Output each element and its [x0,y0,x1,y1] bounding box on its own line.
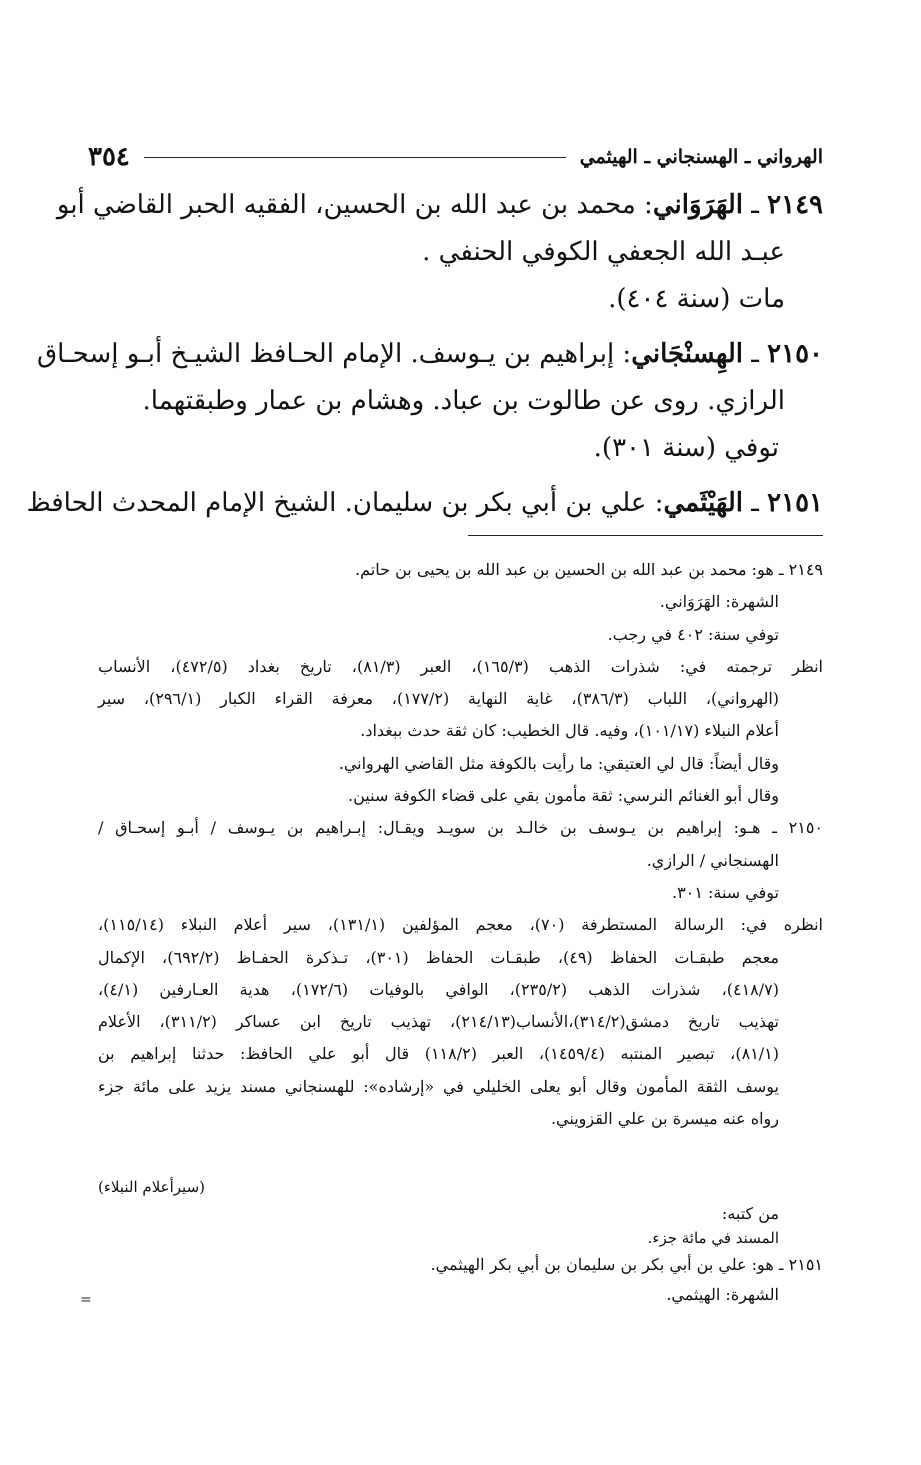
entry-2150-line-2: الرازي. روى عن طالوت بن عباد. وهشام بن عمار وطبقتهما. [142,386,785,416]
footnote-2150-line: يوسف الثقة المأمون وقال أبو يعلى الخليلي في «إرشاده»: للهسنجاني مسند يزيد على مائة جزء [98,1076,779,1096]
running-title: الهرواني ـ الهسنجاني ـ الهيثمي [579,146,823,168]
footnote-2150-line: انظره في: الرسالة المستطرفة (٧٠)، معجم المؤلفين (١٣١/١)، سير أعلام النبلاء (١١٥/١٤)، [98,915,824,935]
entry-number: ٢١٥٠ [767,339,823,369]
entry-nisba: الهَرَوَاني [652,190,743,220]
entry-2149-line-1: ٢١٤٩ ـ الهَرَوَاني: محمد بن عبد الله بن الحسين، الفقيه الحبر القاضي أبو [56,190,823,220]
footnote-2150-line: معجم طبقـات الحفاظ (٤٩)، طبقـات الحفاظ (٣٠١)، تـذكرة الحفـاظ (٦٩٢/٢)، الإكمال [98,947,779,967]
footnote-2151-line: ٢١٥١ ـ هو: علي بن أبي بكر بن سليمان بن أبي بكر الهيثمي. [430,1255,823,1274]
footnote-2150-line: تهذيب تاريخ دمشق(٣١٤/٢)،الأنساب(٢١٤/١٣)، تهذيب تاريخ ابن عساكر (٣١١/٢)، الأعلام [98,1012,780,1032]
entry-2149-line-3: مات (سنة ٤٠٤). [608,284,785,314]
footnote-2149-line: توفي سنة: ٤٠٢ في رجب. [607,624,779,644]
footnotes [98,554,823,1135]
entry-number: ٢١٥١ [767,488,823,518]
entry-nisba: الهِسنْجَاني [631,339,743,369]
header-rule [144,157,566,158]
main-text [26,182,823,527]
footnote-2150-line: الهسنجاني / الرازي. [646,850,779,870]
footnote-2149-line: أعلام النبلاء (١٠١/١٧)، وفيه. قال الخطيب: كان ثقة حدث ببغداد. [360,721,779,741]
page-header [88,140,823,174]
footnote-2149-line: الشهرة: الهَرَوَاني. [659,592,779,612]
footnote-2150-line: ٢١٥٠ ـ هـو: إبراهيم بن يـوسف بن خالـد بن سويـد ويقـال: إبـراهيم بن يـوسف / أبـو إسحـاق / [98,818,823,838]
entry-text: : إبراهيم بن يـوسف. الإمام الحـافظ الشيـخ أبـو إسحـاق [36,339,632,369]
page-number: ٣٥٤ [88,142,130,172]
footnote-2150-line: (٤١٨/٧)، شذرات الذهب (٢٣٥/٢)، الوافي بالوفيات (١٧٢/٦)، هدية العـارفين (٤/١)، [98,979,779,999]
footnote-2149-line: وقال أيضاً: قال لي العتيقي: ما رأيت بالكوفة مثل القاضي الهرواني. [338,753,779,773]
entry-2149-line-2: عبـد الله الجعفي الكوفي الحنفي . [422,237,785,267]
footnote-2149-line: ٢١٤٩ ـ هو: محمد بن عبد الله بن الحسين بن عبد الله بن يحيى بن حاتم. [355,560,823,579]
footnotes-lower [98,1192,823,1310]
entry-2150-line-3: توفي (سنة ٣٠١). [593,433,779,463]
footnote-2149-line: وقال أبو الغنائم النرسي: ثقة مأمون بقي على قضاء الكوفة سنين. [348,786,779,806]
footnote-2149-line: (الهرواني)، اللباب (٣٨٦/٣)، غاية النهاية (١٧٧/٢)، معرفة القراء الكبار (٢٩٦/١)، سير [98,689,780,709]
books-label: من كتبه: [721,1204,779,1223]
entry-2150-line-1: ٢١٥٠ ـ الهِسنْجَاني: إبراهيم بن يـوسف. الإمام الحـافظ الشيـخ أبـو إسحـاق [36,339,823,369]
footnote-2149-line: انظر ترجمته في: شذرات الذهب (١٦٥/٣)، العبر (٨١/٣)، تاريخ بغداد (٤٧٢/٥)، الأنساب [98,656,824,676]
books-item: المسند في مائة جزء. [647,1229,779,1247]
entry-text: : علي بن أبي بكر بن سليمان. الشيخ الإمام المحدث الحافظ [26,488,664,518]
footnote-separator [468,535,823,536]
entry-number: ٢١٤٩ [767,190,823,220]
footnote-2151-line: الشهرة: الهيثمي. [666,1285,779,1304]
entry-nisba: الهَيْثَمي [663,488,743,518]
footnote-2150-line: رواه عنه ميسرة بن علي القزويني. [550,1109,779,1129]
footnote-2150-line: (٨١/١)، تبصير المنتبه (١٤٥٩/٤)، العبر (١١٨/٢) قال أبو علي الحافظ: حدثنا إبراهيم بن [98,1044,780,1064]
entry-text: : محمد بن عبد الله بن الحسين، الفقيه الحبر القاضي أبو [56,190,653,220]
source-note: (سيرأعلام النبلاء) [98,1178,205,1196]
footnote-2150-line: توفي سنة: ٣٠١. [672,882,779,902]
entry-2151-line-1: ٢١٥١ ـ الهَيْثَمي: علي بن أبي بكر بن سليمان. الشيخ الإمام المحدث الحافظ [26,488,823,518]
margin-mark: = [80,1292,92,1308]
